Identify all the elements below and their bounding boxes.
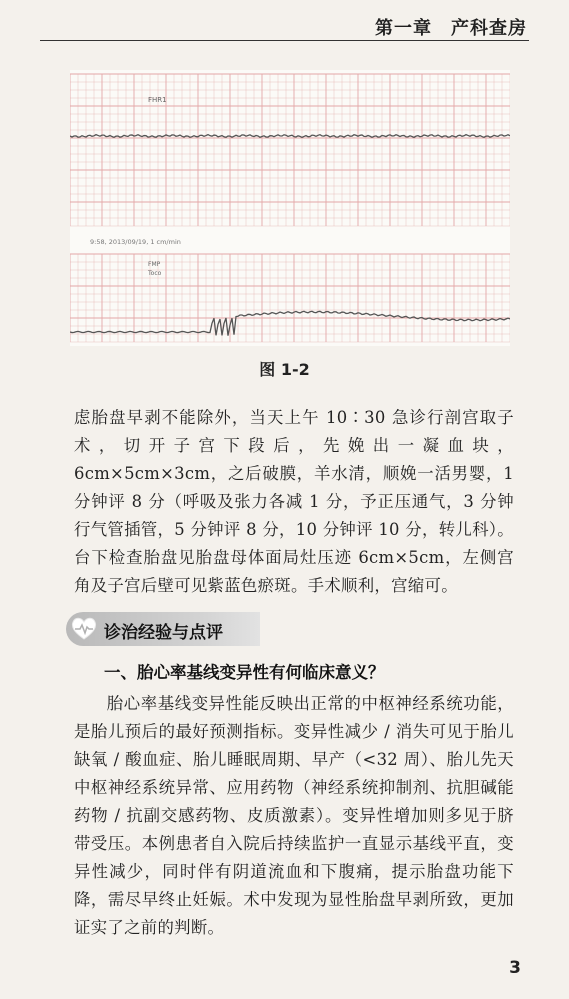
ctg-figure <box>70 70 510 346</box>
heart-pulse-icon <box>70 615 98 643</box>
section-title: 诊治经验与点评 <box>104 623 223 643</box>
strip-info: 9:58, 2013/09/19, 1 cm/min <box>90 238 181 246</box>
fmp-label: FMP <box>148 261 161 268</box>
fhr-trace <box>70 135 510 138</box>
fhr-label: FHR1 <box>148 96 167 104</box>
ctg-tracing <box>70 70 510 346</box>
running-header <box>40 6 529 41</box>
page-number: 3 <box>509 958 521 978</box>
chapter-title: 第一章 产科查房 <box>375 18 527 39</box>
question-title: 一、胎心率基线变异性有何临床意义？ <box>104 663 385 682</box>
section-heading-bar <box>66 612 260 646</box>
figure-caption: 图 1-2 <box>259 360 310 379</box>
paragraph-discussion: 胎心率基线变异性能反映出正常的中枢神经系统功能，是胎儿预后的最好预测指标。变异性减少 / 消失可见于胎儿缺氧 / 酸血症、胎儿睡眠周期、早产（<32 周）、胎儿先天中枢神经系统异常、应用药物（神经系统抑制剂、抗胆碱能药物 / 抗副交感药物、皮质激素）。变异性增加则多见于脐带受压。本例患者自入院后持续监护一直显示基线平直，变异性减少，同时伴有阴道流血和下腹痛，提示胎盘功能下降，需尽早终止妊娠。术中发现为显性胎盘早剥所致，更加证实了之前的判断。 <box>74 694 514 937</box>
paragraph-case: 虑胎盘早剥不能除外，当天上午 10∶30 急诊行剖宫取子术，切开子宫下段后，先娩出一凝血块，6cm×5cm×3cm，之后破膜，羊水清，顺娩一活男婴，1 分钟评 8 分（呼吸及张力各减 1 分，予正压通气，3 分钟行气管插管，5 分钟评 8 分，10 分钟评 10 分，转儿科）。台下检查胎盘见胎盘母体面局灶压迹 6cm×5cm，左侧宫角及子宫后壁可见紫蓝色瘀斑。手术顺利，宫缩可。 <box>74 408 514 595</box>
toco-label: Toco <box>148 270 162 277</box>
toco-trace <box>70 311 510 335</box>
